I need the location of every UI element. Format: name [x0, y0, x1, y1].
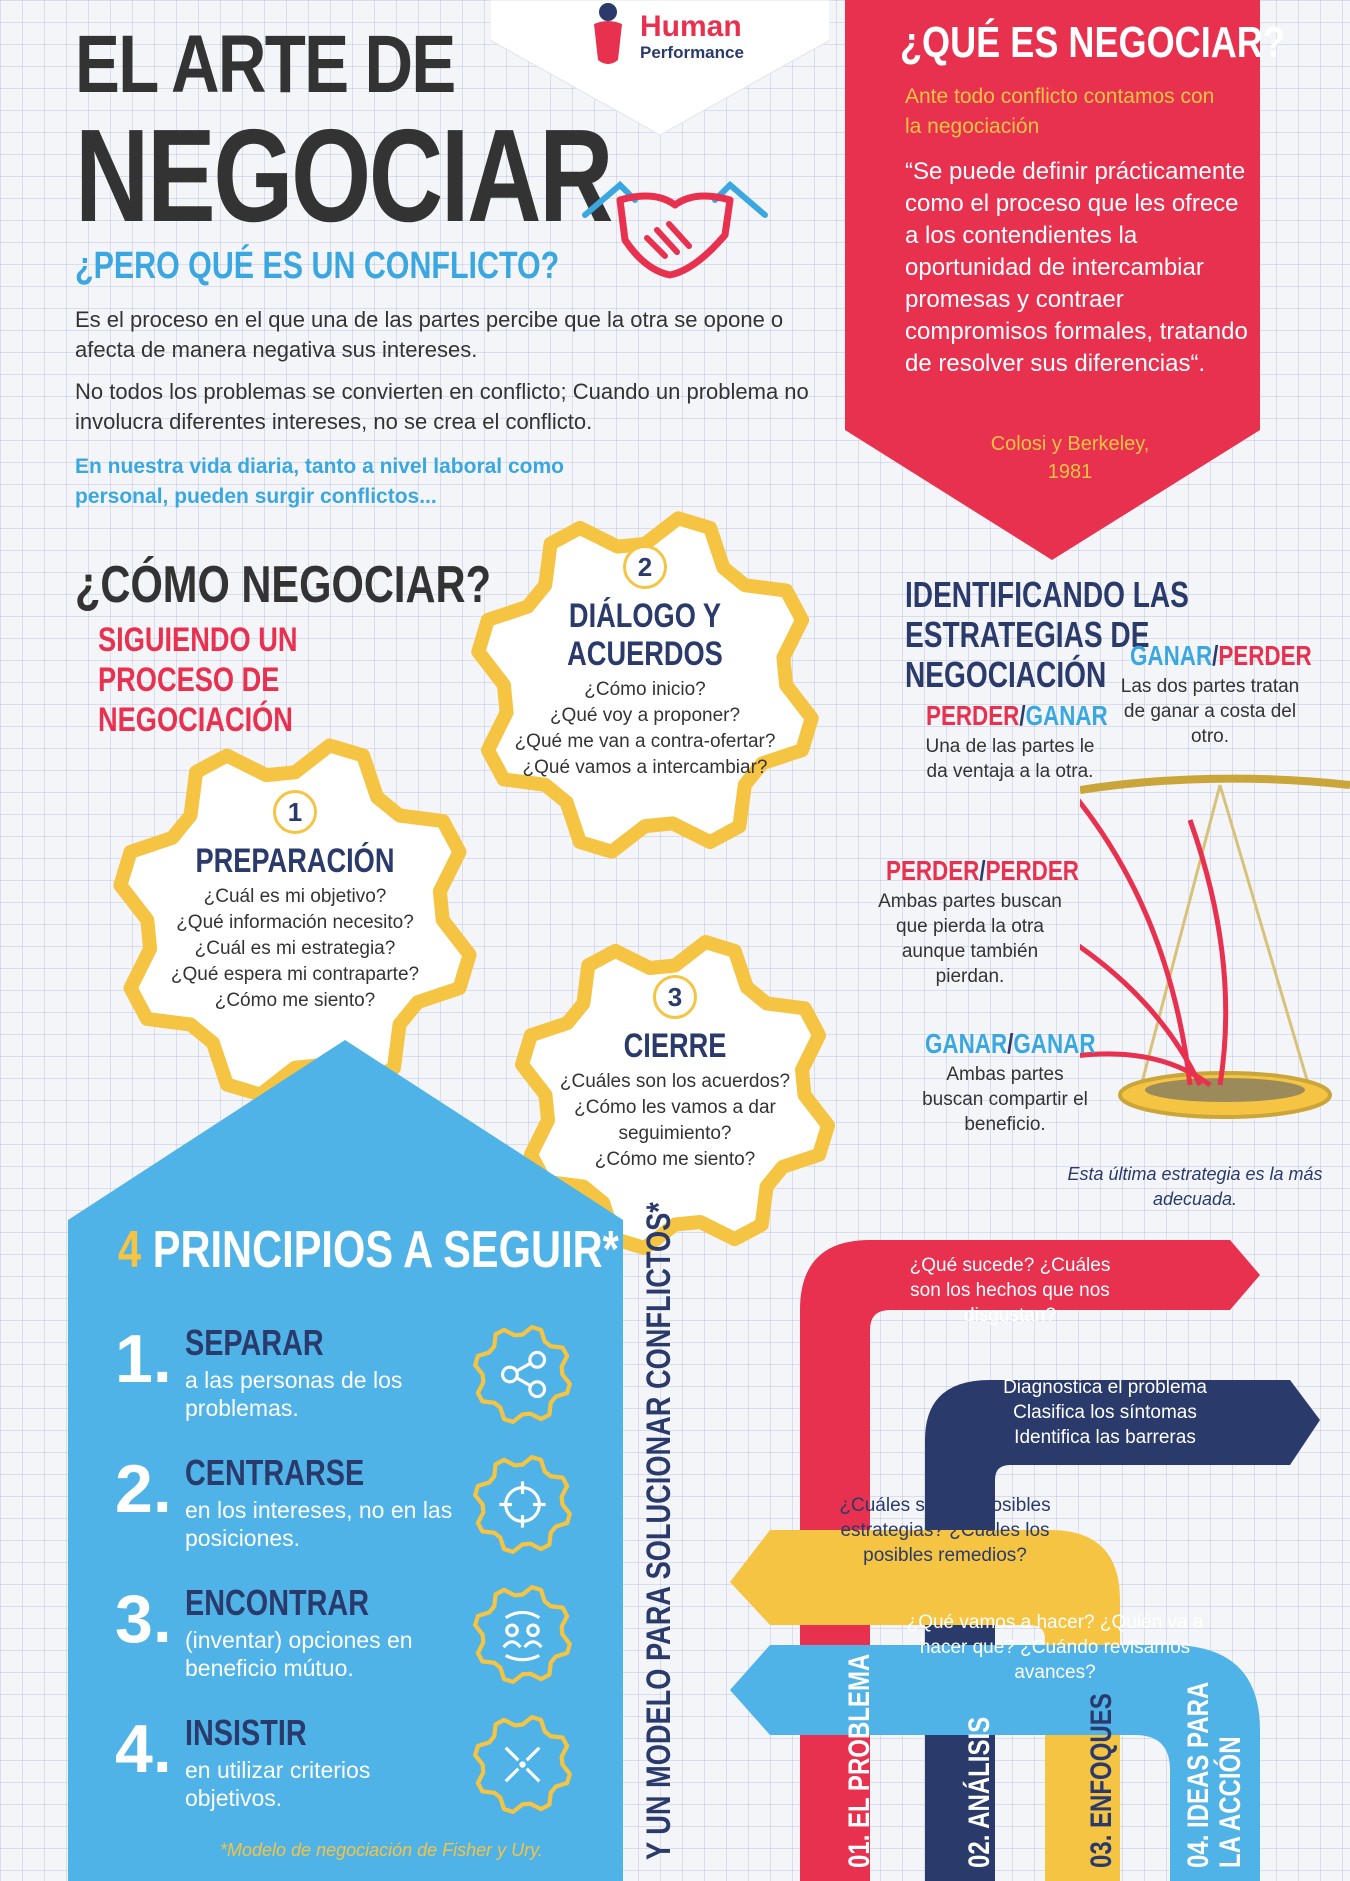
- strategy-desc: Ambas partes buscan compartir el beneficio.: [922, 1064, 1088, 1135]
- gear-question: ¿Cuáles son los acuerdos?: [559, 1071, 791, 1092]
- conflict-definition: Es el proceso en el que una de las partes percibe que la otra se opone o afecta de manera negativa sus intereses.: [75, 307, 784, 362]
- principle-number: 3.: [115, 1581, 172, 1657]
- gear-question: ¿Cómo les vamos a dar seguimiento?: [574, 1097, 776, 1144]
- principles-count: 4: [118, 1221, 142, 1279]
- principles-heading: [118, 1220, 619, 1280]
- principle-desc: en utilizar criterios objetivos.: [185, 1757, 371, 1811]
- title-line2: NEGOCIAR: [75, 102, 612, 249]
- strategy-desc: Una de las partes le da ventaja a la otra.: [925, 736, 1095, 782]
- conflict-daily: En nuestra vida diaria, tanto a nivel laboral como personal, pueden surgir conflictos...: [75, 455, 564, 508]
- what-quote: “Se puede definir prácticamente como el proceso que les ofrece a los contendientes la oportunidad de intercambiar promesas y contraer compromisos formales, tratando de resolver sus diferencias“.: [905, 158, 1248, 377]
- gear-question: ¿Cómo inicio?: [584, 679, 706, 700]
- model-step-3: ¿Cuáles son las posibles estrategias? ¿Cuáles los posibles remedios?: [839, 1495, 1051, 1566]
- gear-question: ¿Qué me van a contra-ofertar?: [514, 731, 776, 752]
- model-step-2: Diagnostica el problema Clasifica los síntomas Identifica las barreras: [1003, 1377, 1207, 1448]
- principle-title: ENCONTRAR: [185, 1582, 369, 1623]
- author-name: Colosi y Berkeley,: [990, 433, 1150, 455]
- strategy-term: PERDER: [926, 700, 1020, 731]
- principle-title: SEPARAR: [185, 1322, 324, 1363]
- principle-1: [115, 1320, 585, 1435]
- strategy-win-win: GANAR/GANAR Ambas partes buscan compartir el beneficio.: [905, 1028, 1105, 1137]
- gear-question: ¿Qué voy a proponer?: [549, 705, 741, 726]
- gear-question: ¿Qué información necesito?: [176, 912, 414, 933]
- gear-title: DIÁLOGO Y ACUERDOS: [567, 597, 723, 673]
- strategy-win-lose: GANAR/PERDER Las dos partes tratan de ganar a costa del otro.: [1110, 640, 1310, 749]
- strategy-lose-lose: PERDER/PERDER Ambas partes buscan que pierda la otra aunque también pierdan.: [865, 855, 1075, 989]
- strategy-term: GANAR: [1130, 640, 1213, 671]
- gear-2: [485, 545, 805, 781]
- model-label-1: 01. EL PROBLEMA: [843, 1653, 876, 1868]
- strategy-note: Esta última estrategia es la más adecuada.: [1067, 1164, 1323, 1209]
- model-label-3: 03. ENFOQUES: [1085, 1693, 1118, 1868]
- how-heading: ¿CÓMO NEGOCIAR?: [75, 556, 491, 614]
- strategy-desc: Las dos partes tratan de ganar a costa del otro.: [1120, 676, 1300, 747]
- strategy-term: PERDER: [886, 855, 980, 886]
- principle-number: 2.: [115, 1451, 172, 1527]
- conflict-heading: ¿PERO QUÉ ES UN CONFLICTO?: [75, 245, 560, 287]
- principle-number: 4.: [115, 1711, 172, 1787]
- principle-2: [115, 1450, 585, 1565]
- principle-4: [115, 1710, 585, 1825]
- conflict-note: No todos los problemas se convierten en conflicto; Cuando un problema no involucra diferentes intereses, no se crea el conflicto.: [75, 379, 809, 434]
- scale-illustration: [1080, 760, 1350, 1140]
- logo-line2: Performance: [640, 43, 744, 62]
- strategy-term: GANAR: [1025, 700, 1108, 731]
- principle-desc: (inventar) opciones en beneficio mútuo.: [185, 1627, 413, 1681]
- strategy-term: GANAR: [1013, 1028, 1096, 1059]
- principle-number: 1.: [115, 1321, 172, 1397]
- strategies-heading: IDENTIFICANDO LAS ESTRATEGIAS DE NEGOCIACIÓN: [905, 574, 1189, 695]
- arrows-in-icon: [470, 1712, 575, 1817]
- gear-question: ¿Cuál es mi estrategia?: [194, 938, 396, 959]
- target-icon: [470, 1452, 575, 1557]
- principles-footnote: *Modelo de negociación de Fisher y Ury.: [220, 1840, 543, 1860]
- gear-question: ¿Qué vamos a intercambiar?: [522, 757, 768, 778]
- how-subtitle: SIGUIENDO UN PROCESO DE NEGOCIACIÓN: [98, 621, 298, 739]
- what-subtitle: Ante todo conflicto contamos con la negociación: [905, 85, 1215, 138]
- strategy-lose-win: PERDER/GANAR Una de las partes le da ventaja a la otra.: [925, 700, 1108, 782]
- logo: [640, 12, 744, 61]
- gear-1: [135, 790, 455, 1014]
- step-number: 3: [653, 975, 697, 1019]
- strategy-term: PERDER: [1218, 640, 1312, 671]
- step-number: 1: [273, 790, 317, 834]
- principles-title: PRINCIPIOS A SEGUIR*: [152, 1221, 619, 1279]
- author-year: 1981: [1047, 461, 1093, 483]
- gear-question: ¿Qué espera mi contraparte?: [170, 964, 420, 985]
- gear-question: ¿Cómo me siento?: [594, 1149, 756, 1170]
- model-step-4: ¿Qué vamos a hacer? ¿Quién va a hacer qué? ¿Cuándo revisamos avances?: [906, 1612, 1204, 1683]
- strategy-desc: Ambas partes buscan que pierda la otra aunque también pierdan.: [878, 891, 1062, 987]
- title-line1: EL ARTE DE: [75, 19, 455, 110]
- strategy-term: GANAR: [925, 1028, 1008, 1059]
- model-title: Y UN MODELO PARA SOLUCIONAR CONFLICTOS*: [640, 1202, 678, 1860]
- model-step-1: ¿Qué sucede? ¿Cuáles son los hechos que nos disgustan?: [909, 1255, 1111, 1326]
- model-label-4: 04. IDEAS PARA LA ACCIÓN: [1182, 1682, 1247, 1868]
- gear-title: PREPARACIÓN: [195, 842, 395, 880]
- what-heading: ¿QUÉ ES NEGOCIAR?: [900, 18, 1285, 67]
- logo-line1: Human: [640, 10, 742, 43]
- principle-3: [115, 1580, 585, 1695]
- strategy-term: PERDER: [985, 855, 1079, 886]
- step-number: 2: [623, 545, 667, 589]
- people-cycle-icon: [470, 1582, 575, 1687]
- gear-title: CIERRE: [623, 1027, 727, 1065]
- gear-question: ¿Cuál es mi objetivo?: [203, 886, 387, 907]
- handshake-icon: [575, 160, 775, 290]
- gear-question: ¿Cómo me siento?: [214, 990, 376, 1011]
- principle-desc: en los intereses, no en las posiciones.: [185, 1497, 453, 1551]
- what-author: [905, 430, 1235, 486]
- principle-desc: a las personas de los problemas.: [185, 1367, 403, 1421]
- principle-title: CENTRARSE: [185, 1452, 365, 1493]
- principle-title: INSISTIR: [185, 1712, 307, 1753]
- share-icon: [470, 1322, 575, 1427]
- model-label-2: 02. ANÁLISIS: [963, 1716, 996, 1868]
